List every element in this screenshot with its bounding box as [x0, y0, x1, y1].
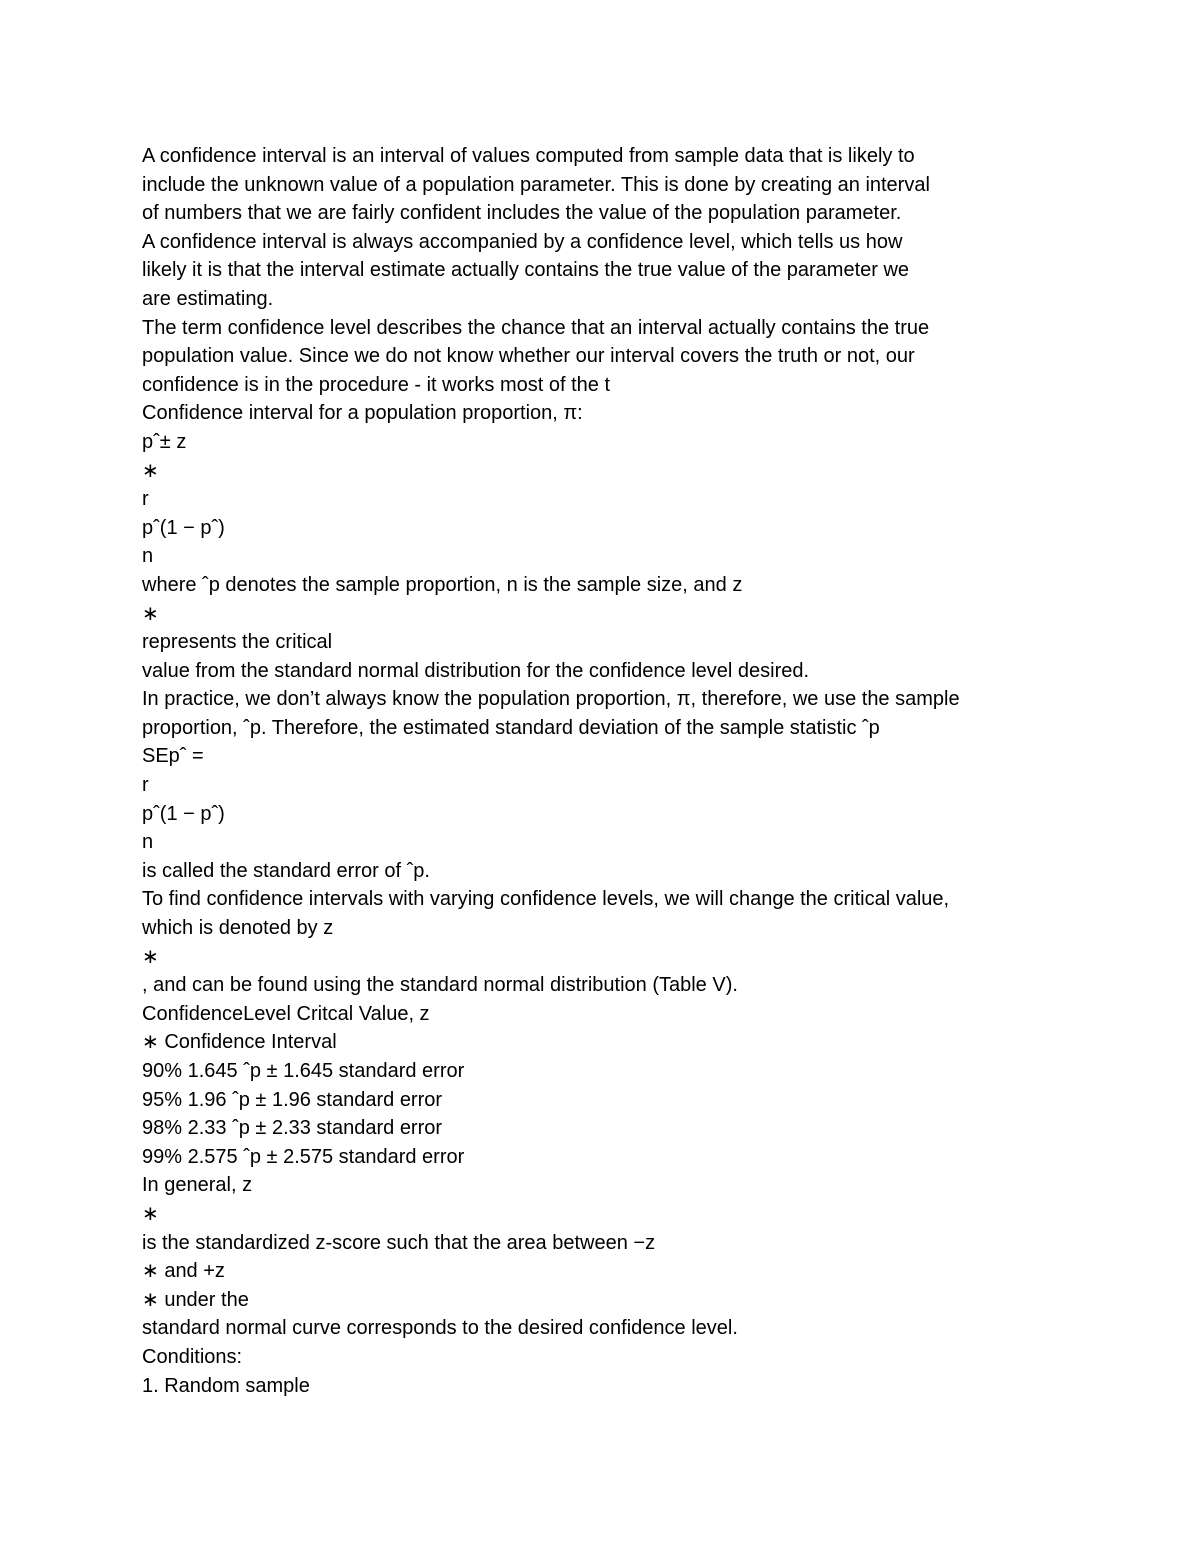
text-line: ∗ Confidence Interval [142, 1031, 337, 1054]
text-line: ∗ [142, 945, 159, 968]
text-line: r [142, 488, 149, 511]
text-line: 95% 1.96 ˆp ± 1.96 standard error [142, 1088, 443, 1111]
text-line: Confidence interval for a population proportion, π: [142, 402, 583, 425]
text-line: confidence is in the procedure - it works most of the t [142, 373, 610, 396]
text-line: represents the critical [142, 631, 333, 654]
text-line: In practice, we don’t always know the population proportion, π, therefore, we use the sample [142, 688, 960, 711]
text-line: 98% 2.33 ˆp ± 2.33 standard error [142, 1117, 443, 1140]
text-line: , and can be found using the standard normal distribution (Table V). [142, 974, 738, 997]
text-line: are estimating. [142, 287, 274, 310]
document-body [142, 142, 1142, 1400]
text-line: which is denoted by z [142, 917, 334, 940]
text-line: To find confidence intervals with varying confidence levels, we will change the critical value, [142, 888, 950, 911]
text-line: Conditions: [142, 1345, 243, 1368]
text-line: ∗ [142, 602, 159, 625]
text-line: is called the standard error of ˆp. [142, 859, 430, 882]
text-line: of numbers that we are fairly confident includes the value of the population parameter. [142, 202, 902, 225]
text-line: pˆ(1 − pˆ) [142, 516, 225, 539]
text-line: 1. Random sample [142, 1374, 310, 1397]
text-line: is the standardized z-score such that the area between −z [142, 1231, 656, 1254]
text-line: include the unknown value of a population parameter. This is done by creating an interval [142, 173, 930, 196]
text-line: n [142, 831, 154, 854]
text-line: n [142, 545, 154, 568]
text-line: value from the standard normal distribution for the confidence level desired. [142, 659, 810, 682]
text-line: r [142, 774, 149, 797]
text-line: population value. Since we do not know whether our interval covers the truth or not, our [142, 345, 915, 368]
text-line: The term confidence level describes the chance that an interval actually contains the true [142, 316, 930, 339]
text-line: pˆ± z [142, 430, 187, 453]
text-line: standard normal curve corresponds to the desired confidence level. [142, 1317, 738, 1340]
text-line: where ˆp denotes the sample proportion, n is the sample size, and z [142, 573, 743, 596]
text-line: In general, z [142, 1174, 253, 1197]
text-line: proportion, ˆp. Therefore, the estimated standard deviation of the sample statistic ˆp [142, 716, 880, 739]
text-line: 99% 2.575 ˆp ± 2.575 standard error [142, 1145, 465, 1168]
text-line: SEpˆ = [142, 745, 204, 768]
text-line: ∗ [142, 1202, 159, 1225]
text-line: A confidence interval is an interval of values computed from sample data that is likely to [142, 145, 915, 167]
text-line: ∗ under the [142, 1288, 249, 1311]
text-line: ConfidenceLevel Critcal Value, z [142, 1002, 430, 1025]
text-line: ∗ [142, 459, 159, 482]
text-line: A confidence interval is always accompanied by a confidence level, which tells us how [142, 230, 903, 253]
text-line: 90% 1.645 ˆp ± 1.645 standard error [142, 1060, 465, 1082]
text-line: likely it is that the interval estimate actually contains the true value of the parameter we [142, 259, 910, 282]
text-line: ∗ and +z [142, 1260, 225, 1283]
text-line: pˆ(1 − pˆ) [142, 802, 225, 825]
